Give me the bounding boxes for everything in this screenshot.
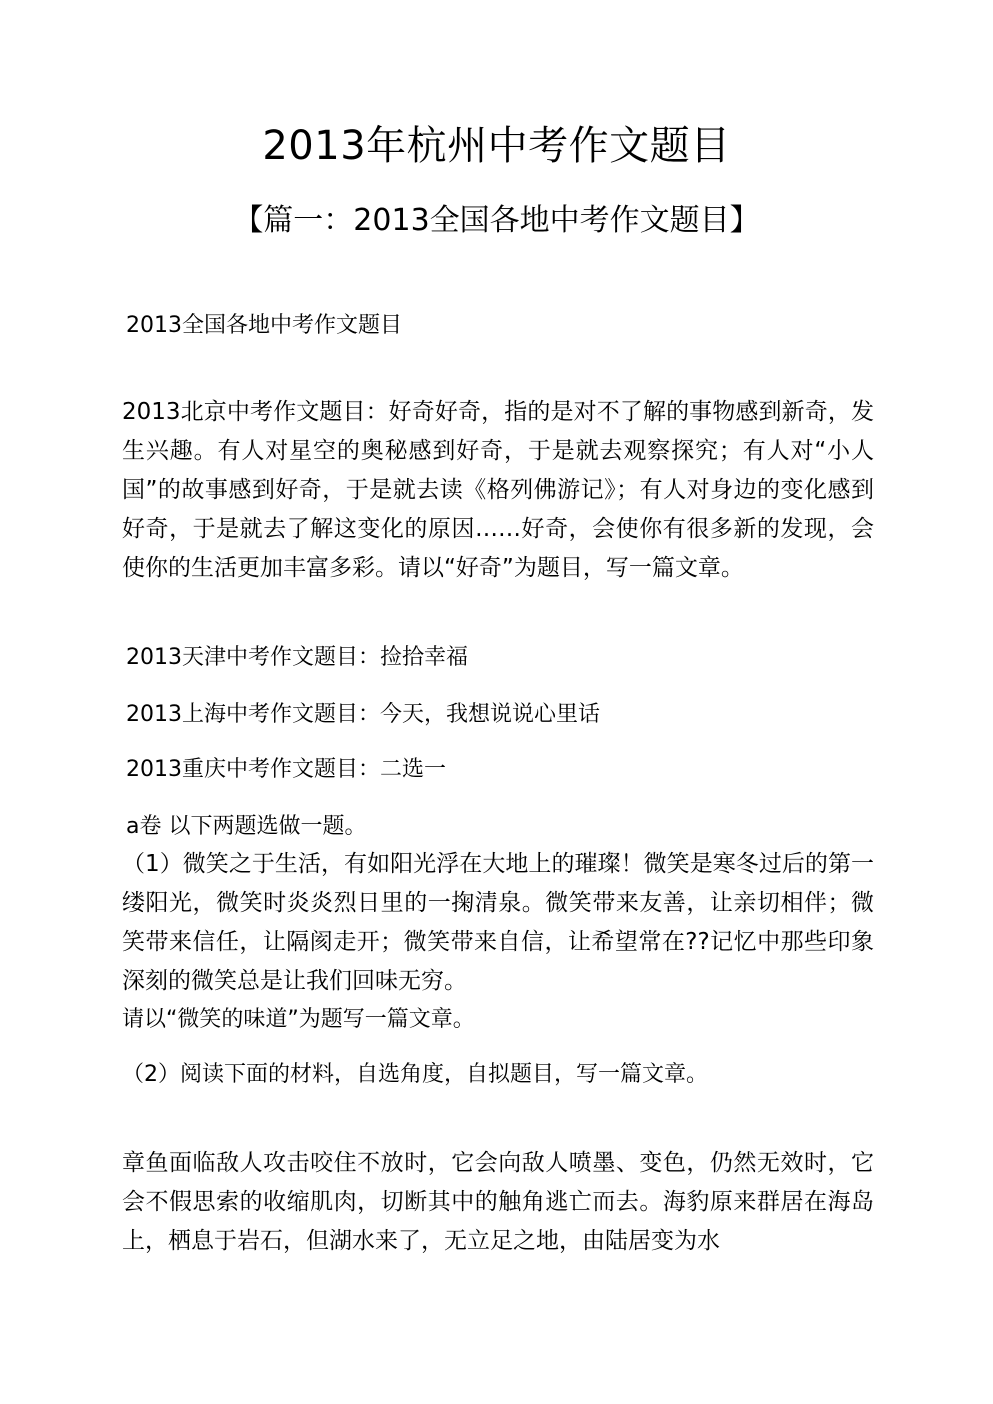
material-paragraph: 章鱼面临敌人攻击咬住不放时，它会向敌人喷墨、变色，仍然无效时，它会不假思索的收缩肌肉，切断其中的触角逃亡而去。海豹原来群居在海岛上，栖息于岩石，但湖水来了，无立足之地，由陆居变为水 xyxy=(122,1150,874,1254)
section-heading: 2013全国各地中考作文题目 xyxy=(126,313,402,338)
chongqing-topic: 2013重庆中考作文题目：二选一 xyxy=(126,757,446,782)
page-title: 2013年杭州中考作文题目 xyxy=(262,123,731,169)
section-subtitle: 【篇一：2013全国各地中考作文题目】 xyxy=(233,203,760,238)
question-1-prompt: 请以“微笑的味道”为题写一篇文章。 xyxy=(122,1007,475,1032)
a-juan-instruction: a卷 以下两题选做一题。 xyxy=(126,814,367,839)
question-2-instruction: （2）阅读下面的材料，自选角度，自拟题目，写一篇文章。 xyxy=(122,1062,708,1087)
beijing-topic-paragraph: 2013北京中考作文题目：好奇好奇，指的是对不了解的事物感到新奇，发生兴趣。有人对星空的奥秘感到好奇，于是就去观察探究；有人对“小人国”的故事感到好奇，于是就去读《格列佛游记》；有人对身边的变化感到好奇，于是就去了解这变化的原因……好奇，会使你有很多新的发现，会使你的生活更加丰富多彩。请以“好奇”为题目，写一篇文章。 xyxy=(122,399,874,581)
shanghai-topic: 2013上海中考作文题目：今天，我想说说心里话 xyxy=(126,702,600,727)
tianjin-topic: 2013天津中考作文题目：捡拾幸福 xyxy=(126,645,468,670)
question-1-paragraph: （1）微笑之于生活，有如阳光浮在大地上的璀璨！微笑是寒冬过后的第一缕阳光，微笑时炎炎烈日里的一掬清泉。微笑带来友善，让亲切相伴；微笑带来信任，让隔阂走开；微笑带来自信，让希望常在??记忆中那些印象深刻的微笑总是让我们回味无穷。 xyxy=(122,851,874,994)
